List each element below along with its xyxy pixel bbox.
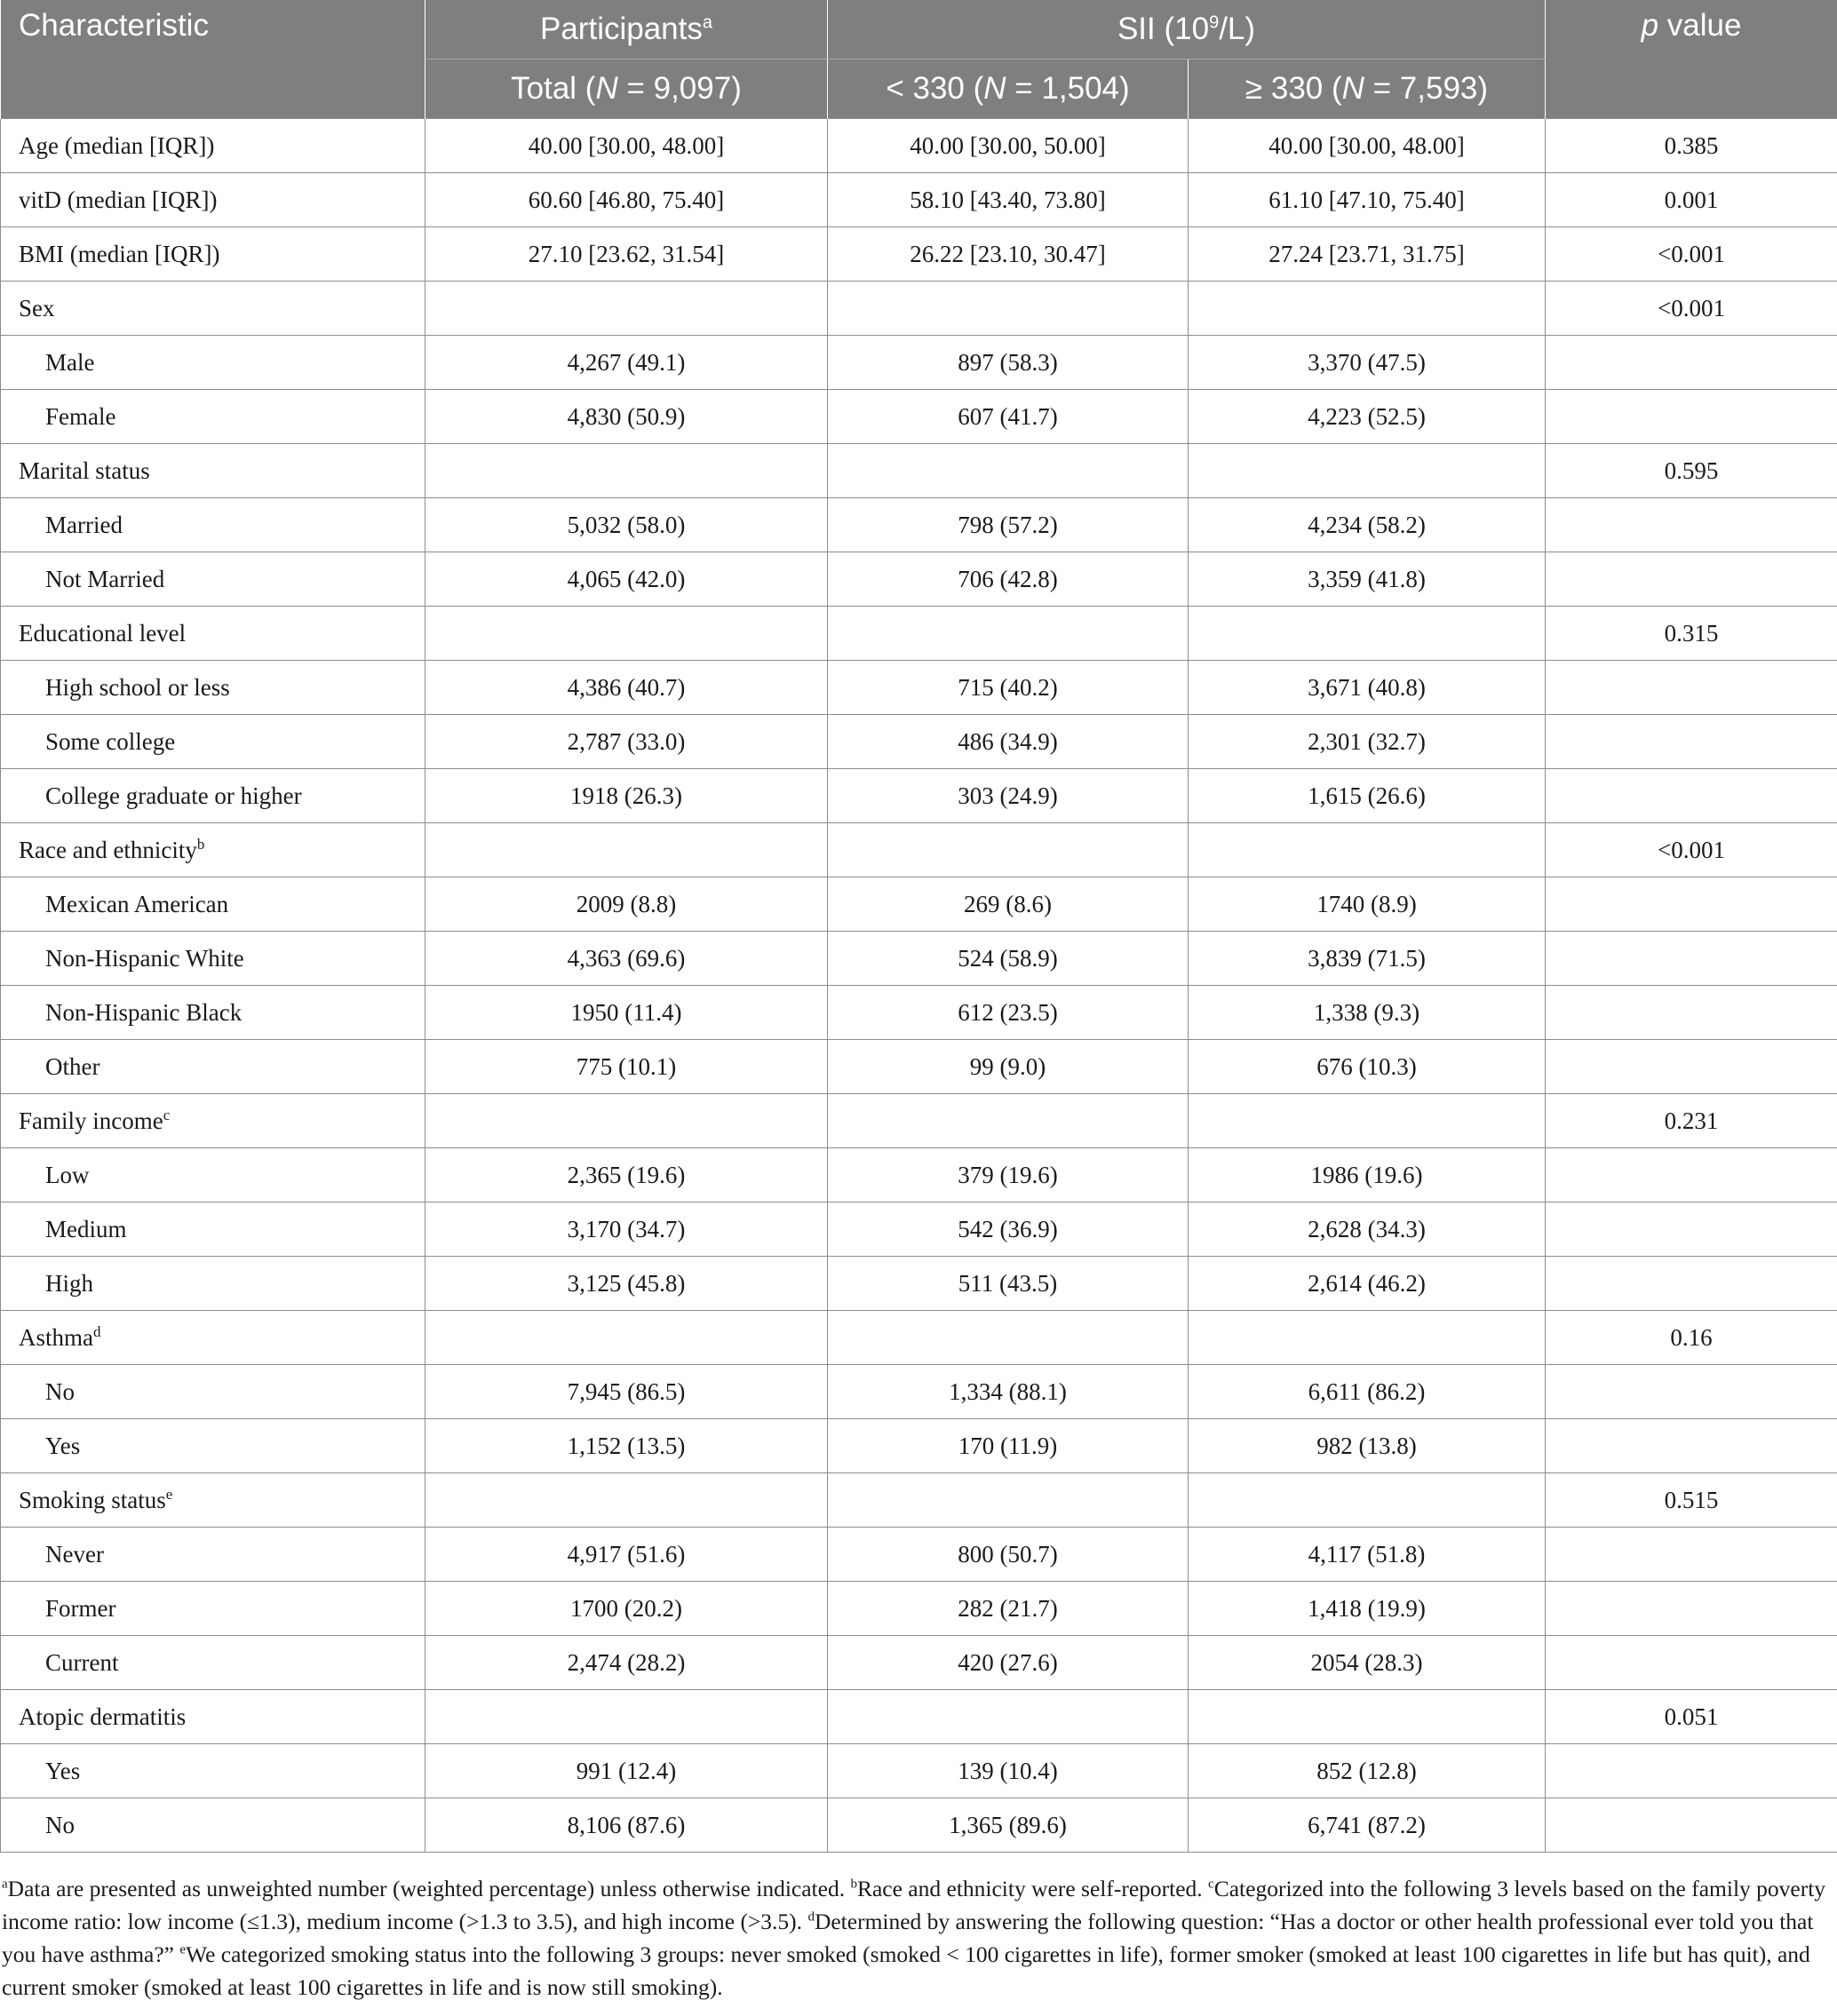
table-row — [1, 390, 1837, 444]
cell-p-value: 0.16 — [1546, 1311, 1837, 1365]
cell-sii-high: 6,741 (87.2) — [1189, 1798, 1546, 1853]
cell-total — [425, 1690, 828, 1744]
cell-total: 4,267 (49.1) — [425, 336, 828, 390]
row-label: Marital status — [1, 444, 425, 498]
footnote-mark: c — [1208, 1877, 1214, 1892]
cell-p-value — [1546, 1040, 1837, 1094]
row-label: Some college — [1, 715, 425, 769]
cell-p-value: <0.001 — [1546, 282, 1837, 336]
row-label: Yes — [1, 1419, 425, 1473]
cell-total: 1918 (26.3) — [425, 769, 828, 823]
cell-sii-low — [828, 823, 1189, 877]
cell-sii-low: 798 (57.2) — [828, 498, 1189, 552]
row-label: Medium — [1, 1202, 425, 1257]
row-label: Sex — [1, 282, 425, 336]
cell-sii-high: 1,338 (9.3) — [1189, 986, 1546, 1040]
cell-p-value — [1546, 1582, 1837, 1636]
table-row — [1, 1311, 1837, 1365]
cell-sii-low: 139 (10.4) — [828, 1744, 1189, 1798]
table-row — [1, 769, 1837, 823]
cell-p-value — [1546, 986, 1837, 1040]
cell-total: 775 (10.1) — [425, 1040, 828, 1094]
cell-p-value — [1546, 552, 1837, 607]
cell-p-value — [1546, 661, 1837, 715]
cell-total: 4,386 (40.7) — [425, 661, 828, 715]
cell-p-value — [1546, 1365, 1837, 1419]
cell-p-value — [1546, 715, 1837, 769]
table-header — [1, 0, 1837, 119]
row-label: College graduate or higher — [1, 769, 425, 823]
cell-sii-low: 269 (8.6) — [828, 877, 1189, 932]
cell-sii-high: 3,359 (41.8) — [1189, 552, 1546, 607]
table-row — [1, 119, 1837, 173]
cell-sii-high: 852 (12.8) — [1189, 1744, 1546, 1798]
table-row — [1, 877, 1837, 932]
cell-sii-low — [828, 1473, 1189, 1528]
table-row — [1, 1040, 1837, 1094]
cell-sii-low: 607 (41.7) — [828, 390, 1189, 444]
cell-sii-high: 2,628 (34.3) — [1189, 1202, 1546, 1257]
table-row — [1, 1690, 1837, 1744]
cell-total: 5,032 (58.0) — [425, 498, 828, 552]
cell-sii-high: 27.24 [23.71, 31.75] — [1189, 227, 1546, 282]
cell-sii-low: 511 (43.5) — [828, 1257, 1189, 1311]
header-total: Total (N = 9,097) — [425, 60, 828, 119]
cell-total: 60.60 [46.80, 75.40] — [425, 173, 828, 227]
cell-sii-high: 61.10 [47.10, 75.40] — [1189, 173, 1546, 227]
table-row — [1, 1798, 1837, 1853]
table-row — [1, 336, 1837, 390]
cell-p-value: 0.385 — [1546, 119, 1837, 173]
cell-total: 4,830 (50.9) — [425, 390, 828, 444]
cell-total: 991 (12.4) — [425, 1744, 828, 1798]
cell-total: 2,365 (19.6) — [425, 1148, 828, 1202]
cell-sii-low: 58.10 [43.40, 73.80] — [828, 173, 1189, 227]
cell-sii-low: 40.00 [30.00, 50.00] — [828, 119, 1189, 173]
cell-sii-high: 2,614 (46.2) — [1189, 1257, 1546, 1311]
row-label: Low — [1, 1148, 425, 1202]
table-row — [1, 227, 1837, 282]
cell-p-value — [1546, 1148, 1837, 1202]
header-sii: SII $(10^9/L)$ — [828, 0, 1546, 60]
cell-sii-high: 3,839 (71.5) — [1189, 932, 1546, 986]
cell-p-value — [1546, 1257, 1837, 1311]
header-sii-low: < 330 (N = 1,504) — [828, 60, 1189, 119]
cell-sii-low: 379 (19.6) — [828, 1148, 1189, 1202]
header-p-value: p value — [1546, 0, 1837, 119]
table-row — [1, 444, 1837, 498]
footnote-text: We categorized smoking status into the following 3 groups: never smoked (smoked < 100 cigarettes in life), former smoker (smoked at least 100 cigarettes in life but has quit), and current smoker (smoked at least 100 cigarettes in life and is now still smoking). — [2, 1941, 1810, 2000]
table-body — [1, 119, 1837, 1853]
cell-p-value — [1546, 336, 1837, 390]
row-label: No — [1, 1798, 425, 1853]
row-label: No — [1, 1365, 425, 1419]
footnote-mark: a — [2, 1877, 8, 1892]
table-row — [1, 1528, 1837, 1582]
cell-sii-low — [828, 1690, 1189, 1744]
cell-sii-low: 282 (21.7) — [828, 1582, 1189, 1636]
cell-total — [425, 1094, 828, 1148]
cell-total: 7,945 (86.5) — [425, 1365, 828, 1419]
cell-sii-low: 1,334 (88.1) — [828, 1365, 1189, 1419]
cell-p-value — [1546, 1744, 1837, 1798]
table-row — [1, 498, 1837, 552]
cell-sii-high: 40.00 [30.00, 48.00] — [1189, 119, 1546, 173]
row-label: Married — [1, 498, 425, 552]
table-row — [1, 607, 1837, 661]
cell-p-value: 0.595 — [1546, 444, 1837, 498]
cell-sii-high — [1189, 1473, 1546, 1528]
row-label: Male — [1, 336, 425, 390]
cell-total: 8,106 (87.6) — [425, 1798, 828, 1853]
header-characteristic: Characteristic — [1, 0, 425, 119]
table-row — [1, 1148, 1837, 1202]
cell-total: 2,474 (28.2) — [425, 1636, 828, 1690]
cell-sii-low: 170 (11.9) — [828, 1419, 1189, 1473]
cell-p-value: <0.001 — [1546, 823, 1837, 877]
table-row — [1, 552, 1837, 607]
cell-p-value: 0.515 — [1546, 1473, 1837, 1528]
cell-total: 2009 (8.8) — [425, 877, 828, 932]
cell-total: 4,917 (51.6) — [425, 1528, 828, 1582]
table-row — [1, 1365, 1837, 1419]
table-row — [1, 1257, 1837, 1311]
header-row-1 — [1, 0, 1837, 60]
table-row — [1, 282, 1837, 336]
cell-p-value — [1546, 1419, 1837, 1473]
cell-sii-high: 2,301 (32.7) — [1189, 715, 1546, 769]
cell-sii-high: 982 (13.8) — [1189, 1419, 1546, 1473]
header-sii-high: ≥ 330 (N = 7,593) — [1189, 60, 1546, 119]
row-label: Educational level — [1, 607, 425, 661]
cell-total: 40.00 [30.00, 48.00] — [425, 119, 828, 173]
cell-sii-high: 4,234 (58.2) — [1189, 498, 1546, 552]
footnote-mark: c — [163, 1106, 171, 1123]
cell-p-value — [1546, 932, 1837, 986]
cell-p-value: 0.231 — [1546, 1094, 1837, 1148]
cell-sii-low: 524 (58.9) — [828, 932, 1189, 986]
row-label: High — [1, 1257, 425, 1311]
row-label: Age (median [IQR]) — [1, 119, 425, 173]
table-row — [1, 986, 1837, 1040]
cell-sii-high: 4,223 (52.5) — [1189, 390, 1546, 444]
cell-total: 1950 (11.4) — [425, 986, 828, 1040]
cell-total: 27.10 [23.62, 31.54] — [425, 227, 828, 282]
cell-sii-high: 3,671 (40.8) — [1189, 661, 1546, 715]
table-footnotes — [0, 1872, 1827, 2004]
cell-total: 1700 (20.2) — [425, 1582, 828, 1636]
footnote-text: Race and ethnicity were self-reported. — [856, 1876, 1209, 1901]
cell-sii-low: 706 (42.8) — [828, 552, 1189, 607]
row-label: Asthma$^d$ — [1, 1311, 425, 1365]
row-label: Non-Hispanic Black — [1, 986, 425, 1040]
row-label: Atopic dermatitis — [1, 1690, 425, 1744]
row-label: Not Married — [1, 552, 425, 607]
cell-sii-low: 303 (24.9) — [828, 769, 1189, 823]
footnote-mark: b — [196, 835, 205, 853]
footnote-text: Determined by answering the following question: “Has a doctor or other health professional ever told you that you have asthma?” — [2, 1909, 1814, 1967]
table-row — [1, 1094, 1837, 1148]
footnote-mark-a: a — [702, 12, 712, 33]
cell-total — [425, 1473, 828, 1528]
cell-sii-high — [1189, 444, 1546, 498]
cell-sii-high — [1189, 1690, 1546, 1744]
header-participants: Participants$^a$ — [425, 0, 828, 60]
cell-sii-low: 715 (40.2) — [828, 661, 1189, 715]
footnote-mark: d — [807, 1909, 815, 1925]
cell-sii-high: 1,615 (26.6) — [1189, 769, 1546, 823]
cell-sii-low: 420 (27.6) — [828, 1636, 1189, 1690]
cell-p-value — [1546, 1636, 1837, 1690]
cell-sii-high — [1189, 1094, 1546, 1148]
table-row — [1, 173, 1837, 227]
cell-p-value — [1546, 390, 1837, 444]
table-row — [1, 1419, 1837, 1473]
cell-total — [425, 282, 828, 336]
row-label: Smoking status$^e$ — [1, 1473, 425, 1528]
cell-total — [425, 607, 828, 661]
cell-total: 2,787 (33.0) — [425, 715, 828, 769]
cell-sii-high: 1740 (8.9) — [1189, 877, 1546, 932]
cell-sii-low: 99 (9.0) — [828, 1040, 1189, 1094]
cell-p-value: 0.315 — [1546, 607, 1837, 661]
cell-sii-low — [828, 1311, 1189, 1365]
footnote-mark: e — [165, 1485, 173, 1503]
footnote-mark: e — [179, 1942, 187, 1957]
cell-sii-low: 26.22 [23.10, 30.47] — [828, 227, 1189, 282]
cell-sii-high: 4,117 (51.8) — [1189, 1528, 1546, 1582]
cell-p-value — [1546, 769, 1837, 823]
row-label: Race and ethnicity$^b$ — [1, 823, 425, 877]
cell-sii-low: 542 (36.9) — [828, 1202, 1189, 1257]
cell-sii-high — [1189, 1311, 1546, 1365]
table-row — [1, 1473, 1837, 1528]
row-label: High school or less — [1, 661, 425, 715]
cell-sii-high: 6,611 (86.2) — [1189, 1365, 1546, 1419]
cell-sii-low: 1,365 (89.6) — [828, 1798, 1189, 1853]
table-row — [1, 1582, 1837, 1636]
row-label: Family income$^c$ — [1, 1094, 425, 1148]
table-row — [1, 661, 1837, 715]
cell-sii-low: 486 (34.9) — [828, 715, 1189, 769]
cell-sii-low — [828, 1094, 1189, 1148]
cell-total — [425, 444, 828, 498]
table-row — [1, 1636, 1837, 1690]
row-label: Non-Hispanic White — [1, 932, 425, 986]
cell-sii-high: 676 (10.3) — [1189, 1040, 1546, 1094]
cell-sii-high — [1189, 607, 1546, 661]
cell-sii-low: 612 (23.5) — [828, 986, 1189, 1040]
cell-sii-high — [1189, 823, 1546, 877]
cell-p-value: 0.051 — [1546, 1690, 1837, 1744]
cell-total: 3,125 (45.8) — [425, 1257, 828, 1311]
row-label: Current — [1, 1636, 425, 1690]
cell-total — [425, 823, 828, 877]
cell-sii-low: 800 (50.7) — [828, 1528, 1189, 1582]
row-label: BMI (median [IQR]) — [1, 227, 425, 282]
cell-total: 4,363 (69.6) — [425, 932, 828, 986]
row-label: Never — [1, 1528, 425, 1582]
footnote-mark: d — [93, 1322, 101, 1340]
row-label: Mexican American — [1, 877, 425, 932]
footnote-mark: b — [850, 1877, 857, 1892]
table-row — [1, 1744, 1837, 1798]
cell-sii-high: 2054 (28.3) — [1189, 1636, 1546, 1690]
cell-total: 3,170 (34.7) — [425, 1202, 828, 1257]
cell-total — [425, 1311, 828, 1365]
table-row — [1, 932, 1837, 986]
table-row — [1, 823, 1837, 877]
cell-p-value — [1546, 1528, 1837, 1582]
row-label: Former — [1, 1582, 425, 1636]
cell-p-value — [1546, 1202, 1837, 1257]
cell-sii-high: 3,370 (47.5) — [1189, 336, 1546, 390]
cell-total: 1,152 (13.5) — [425, 1419, 828, 1473]
table-row — [1, 1202, 1837, 1257]
cell-sii-low — [828, 444, 1189, 498]
cell-p-value — [1546, 1798, 1837, 1853]
cell-p-value — [1546, 498, 1837, 552]
cell-p-value: 0.001 — [1546, 173, 1837, 227]
cell-sii-high: 1986 (19.6) — [1189, 1148, 1546, 1202]
cell-sii-low: 897 (58.3) — [828, 336, 1189, 390]
footnote-text: Categorized into the following 3 levels based on the family poverty income ratio: low income (≤1.3), medium income (>1.3 to 3.5), and high income (>3.5). — [2, 1876, 1826, 1934]
table-row — [1, 715, 1837, 769]
row-label: Yes — [1, 1744, 425, 1798]
footnote-text: Data are presented as unweighted number (weighted percentage) unless otherwise indicated. — [7, 1876, 851, 1901]
cell-sii-low — [828, 607, 1189, 661]
cell-total: 4,065 (42.0) — [425, 552, 828, 607]
cell-sii-high — [1189, 282, 1546, 336]
cell-p-value: <0.001 — [1546, 227, 1837, 282]
row-label: Female — [1, 390, 425, 444]
cell-p-value — [1546, 877, 1837, 932]
row-label: vitD (median [IQR]) — [1, 173, 425, 227]
cell-sii-high: 1,418 (19.9) — [1189, 1582, 1546, 1636]
cell-sii-low — [828, 282, 1189, 336]
row-label: Other — [1, 1040, 425, 1094]
